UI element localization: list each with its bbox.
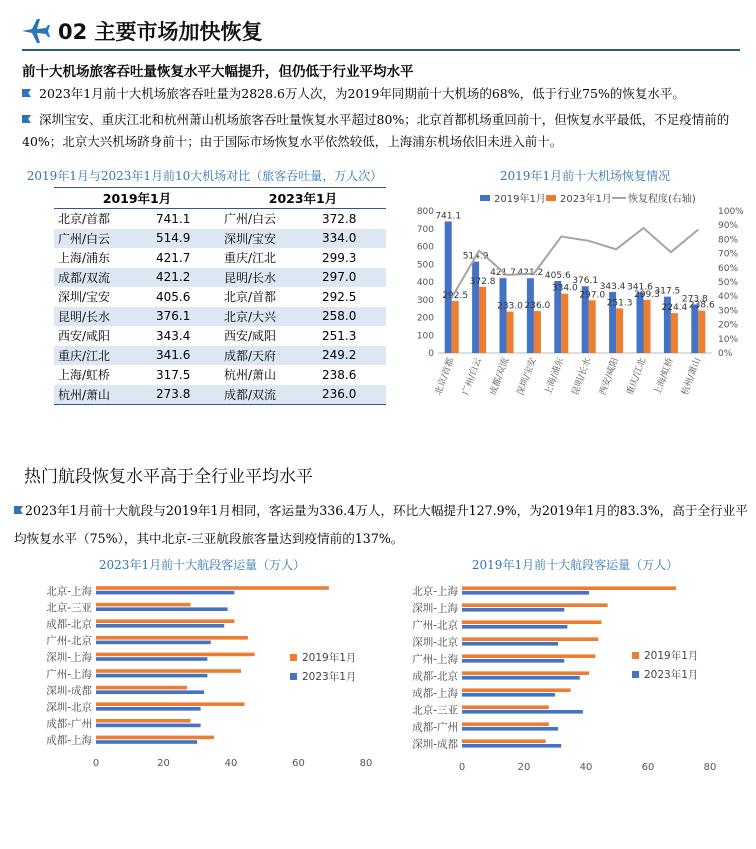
table-row: [54, 385, 386, 405]
bar-2019: [445, 221, 452, 353]
bar-2023: [462, 693, 555, 697]
legend-swatch: [546, 195, 556, 201]
data-label: 236.0: [524, 301, 551, 312]
value-cell: 258.0: [318, 307, 386, 327]
bar-2019: [96, 669, 241, 673]
bar-2019: [96, 586, 329, 590]
bar-2019: [527, 278, 534, 353]
value-cell: 236.0: [318, 385, 386, 405]
table-row: [54, 365, 386, 385]
airport-cell: 成都/双流: [220, 385, 318, 405]
y2-tick-label: 0%: [718, 349, 733, 359]
value-cell: 514.9: [152, 229, 220, 249]
bar-2023: [534, 311, 541, 353]
bullet-text: 2023年1月前十大机场旅客吞吐量为2828.6万人次，为2019年同期前十大机场的68%，低于行业75%的恢复水平。: [39, 86, 685, 101]
bar-2019: [462, 603, 608, 607]
bar-2023: [462, 676, 580, 680]
x-tick-label: 重庆/江北: [625, 356, 649, 397]
flag-icon: [22, 115, 31, 123]
category-label: 成都-广州: [46, 718, 92, 731]
bar-2023: [96, 607, 228, 611]
airport-cell: 杭州/萧山: [224, 368, 277, 383]
table-row: [54, 307, 386, 327]
table-row: [54, 209, 386, 229]
legend-swatch: [632, 671, 639, 678]
airport-cell: 杭州/萧山: [54, 385, 152, 405]
airport-cell: 西安/咸阳: [58, 329, 111, 344]
category-label: 北京-三亚: [412, 704, 458, 717]
airport-cell: 北京/大兴: [220, 307, 318, 327]
bar-2019: [472, 262, 479, 353]
airport-cell: 深圳/宝安: [220, 229, 318, 249]
x-tick-label: 40: [579, 762, 593, 773]
bar-2019: [462, 586, 676, 590]
bar-2019: [462, 654, 595, 658]
bar-2023: [96, 674, 207, 678]
category-label: 深圳-成都: [46, 684, 92, 697]
data-label: 299.3: [634, 289, 660, 300]
category-label: 北京-上海: [46, 585, 92, 598]
bar-2023: [462, 625, 567, 629]
category-label: 北京-上海: [412, 585, 458, 598]
bar-2023: [96, 657, 207, 661]
header-2019: 2019年1月: [54, 188, 220, 209]
y-tick-label: 600: [416, 242, 434, 253]
bar-2023: [507, 312, 514, 353]
airport-table: [54, 187, 386, 405]
x-tick-label: 上海/浦东: [543, 356, 567, 397]
bar-2019: [462, 637, 598, 641]
bar-2019: [462, 705, 549, 709]
legend-label: 2019年1月: [494, 194, 546, 205]
legend-swatch: [290, 673, 297, 680]
bar-2023: [462, 642, 558, 646]
x-tick-label: 杭州/萧山: [680, 356, 704, 397]
bar-2019: [96, 653, 255, 657]
y2-tick-label: 30%: [718, 306, 739, 317]
paragraph-text: 2023年1月前十大航段与2019年1月相同，客运量为336.4万人，环比大幅提升127.9%，为2019年1月的83.3%，高于全行业平均恢复水平（75%），其中北京-三亚航段旅客量达到疫情前的137%。: [14, 503, 748, 546]
data-label: 233.0: [497, 301, 523, 312]
y-tick-label: 800: [416, 207, 434, 217]
airport-cell: 重庆/江北: [224, 251, 277, 266]
bar-2023: [96, 740, 197, 744]
airport-cell: 北京/首都: [58, 212, 111, 227]
data-label: 334.0: [551, 283, 578, 294]
category-label: 广州-上海: [46, 668, 92, 681]
table-row: [54, 346, 386, 366]
bar-2019: [462, 739, 546, 743]
data-label: 421.2: [517, 268, 544, 279]
x-tick-label: 北京/首都: [433, 356, 457, 397]
category-label: 广州-北京: [46, 635, 92, 648]
flag-icon: [22, 89, 31, 97]
x-tick-label: 0: [458, 762, 466, 773]
airport-cell: 广州/白云: [54, 229, 152, 249]
y2-tick-label: 90%: [718, 221, 739, 232]
data-label: 238.6: [688, 300, 715, 311]
x-tick-label: 广州/白云: [461, 356, 484, 397]
bar-2023: [462, 710, 583, 714]
data-label: 341.6: [627, 282, 653, 293]
value-cell: 343.4: [156, 328, 191, 343]
flag-icon: [14, 506, 23, 514]
y-tick-label: 100: [416, 331, 434, 342]
category-label: 深圳-上海: [412, 602, 458, 615]
bar-2019: [462, 671, 589, 675]
value-cell: 251.3: [322, 328, 357, 343]
x-tick-label: 0: [92, 758, 100, 769]
value-cell: 372.8: [322, 211, 357, 226]
table-row: [54, 287, 386, 307]
x-tick-label: 40: [224, 758, 238, 769]
part1-bullet-1: [22, 83, 740, 105]
airport-cell: 西安/咸阳: [224, 329, 277, 344]
bar-2023: [452, 301, 459, 353]
y2-tick-label: 50%: [718, 278, 739, 288]
bar-2023: [96, 707, 201, 711]
value-cell: 421.7: [156, 250, 191, 265]
value-cell: 299.3: [322, 250, 357, 265]
chart3-title: 2019年1月前十大航段客运量（万人）: [471, 558, 679, 572]
category-label: 成都-上海: [46, 734, 92, 747]
legend-label: 2023年1月: [302, 671, 357, 683]
bar-2023: [462, 608, 564, 612]
x-tick-label: 60: [292, 758, 305, 769]
value-cell: 334.0: [318, 229, 386, 249]
table-row: [54, 268, 386, 288]
category-label: 深圳-北京: [412, 636, 458, 649]
header-2023: 2023年1月: [220, 188, 386, 209]
part2-paragraph: [14, 497, 754, 553]
category-label: 深圳-上海: [46, 651, 92, 664]
table-row: [54, 326, 386, 346]
category-label: 深圳-成都: [412, 738, 458, 751]
bar-2019: [96, 702, 245, 706]
data-label: 273.8: [681, 294, 708, 305]
route-2019-chart: [400, 576, 755, 781]
legend-label: 2023年1月: [644, 669, 699, 681]
value-cell: 238.6: [322, 367, 357, 382]
bar-2019: [462, 620, 602, 624]
y-tick-label: 500: [416, 260, 434, 271]
y2-tick-label: 100%: [718, 207, 744, 217]
data-label: 292.5: [442, 291, 469, 302]
data-label: 741.1: [435, 211, 462, 222]
category-label: 北京-三亚: [46, 601, 92, 614]
bullet-text: 深圳宝安、重庆江北和杭州萧山机场旅客吞吐量恢复水平超过80%；北京首都机场重回前十，但恢复水平最低，不足疫情前的40%；北京大兴机场跻身前十；由于国际市场恢复水平依然较低，上海浦东机场依旧未进入前十。: [22, 112, 730, 149]
data-label: 376.1: [572, 276, 599, 287]
category-label: 成都-北京: [46, 618, 92, 631]
data-label: 297.0: [579, 290, 606, 301]
y2-tick-label: 40%: [718, 292, 739, 303]
bar-2023: [96, 641, 211, 645]
value-cell: 405.6: [156, 289, 191, 304]
route-2023-chart: [22, 576, 382, 776]
category-label: 成都-广州: [412, 721, 458, 734]
value-cell: 341.6: [152, 346, 220, 366]
airport-cell: 昆明/长水: [220, 268, 318, 288]
bar-2019: [691, 304, 698, 353]
value-cell: 292.5: [322, 289, 357, 304]
legend-swatch: [632, 652, 639, 659]
x-tick-label: 昆明/长水: [570, 356, 594, 397]
bar-2019: [96, 603, 191, 607]
y-tick-label: 0: [428, 349, 434, 359]
bar-2023: [671, 313, 678, 353]
data-label: 224.4: [661, 303, 688, 314]
value-cell: 421.2: [152, 268, 220, 288]
table-row: [54, 248, 386, 268]
category-label: 成都-上海: [412, 687, 458, 700]
bar-2023: [96, 690, 204, 694]
bar-2019: [96, 619, 234, 623]
legend-label: 2019年1月: [302, 652, 357, 664]
airport-cell: 深圳/宝安: [58, 290, 111, 305]
value-cell: 741.1: [156, 211, 191, 226]
airport-cell: 广州/白云: [224, 212, 277, 227]
value-cell: 297.0: [318, 268, 386, 288]
data-label: 405.6: [544, 271, 571, 282]
part2-heading: 热门航段恢复水平高于全行业平均水平: [24, 467, 313, 487]
bar-2019: [96, 736, 214, 740]
bar-2019: [96, 636, 248, 640]
category-label: 广州-北京: [412, 619, 458, 632]
airport-cell: 成都/天府: [220, 346, 318, 366]
x-tick-label: 20: [157, 758, 170, 769]
bar-2023: [589, 300, 596, 353]
data-label: 251.3: [606, 298, 633, 309]
bar-2023: [479, 287, 486, 353]
value-cell: 376.1: [152, 307, 220, 327]
x-tick-label: 成都/双流: [488, 356, 512, 397]
x-tick-label: 20: [517, 762, 531, 773]
category-label: 深圳-北京: [46, 701, 92, 714]
x-tick-label: 西安/咸阳: [598, 356, 621, 397]
x-tick-label: 深圳/宝安: [515, 356, 539, 397]
y-tick-label: 200: [416, 313, 434, 324]
x-tick-label: 上海/虹桥: [652, 356, 676, 397]
data-label: 317.5: [654, 286, 681, 297]
y2-tick-label: 70%: [718, 249, 739, 260]
legend-label: 恢复程度(右轴): [628, 194, 696, 205]
airport-cell: 昆明/长水: [54, 307, 152, 327]
legend-swatch: [480, 195, 490, 201]
legend-label: 2019年1月: [644, 650, 699, 662]
chart1-title: 2019年1月前十大机场恢复情况: [499, 169, 671, 183]
y2-tick-label: 20%: [718, 320, 739, 331]
chart2-title: 2023年1月前十大航段客运量（万人）: [98, 558, 306, 572]
legend-swatch: [290, 654, 297, 661]
data-label: 372.8: [469, 276, 496, 287]
y2-tick-label: 60%: [718, 263, 739, 274]
table-caption: 2019年1月与2023年1月前10大机场对比（旅客吞吐量，万人次）: [26, 169, 383, 183]
value-cell: 273.8: [152, 385, 220, 405]
airport-cell: 成都/双流: [54, 268, 152, 288]
section-title: 02 主要市场加快恢复: [58, 20, 263, 44]
bar-2023: [462, 744, 561, 748]
part1-bullet-2: [22, 109, 740, 153]
bar-2023: [698, 311, 705, 353]
bar-2023: [462, 727, 558, 731]
y-tick-label: 400: [416, 278, 434, 288]
bar-2023: [462, 591, 589, 595]
data-label: 421.7: [490, 268, 516, 279]
title-rule: [22, 49, 740, 51]
airport-recovery-chart: [412, 183, 748, 411]
category-label: 成都-北京: [412, 670, 458, 683]
airport-cell: 重庆/江北: [54, 346, 152, 366]
bar-2023: [644, 300, 651, 353]
x-tick-label: 80: [703, 762, 717, 773]
bar-2023: [561, 294, 568, 353]
y2-tick-label: 80%: [718, 235, 739, 246]
bar-2019: [500, 278, 507, 353]
x-tick-label: 60: [641, 762, 655, 773]
legend-label: 2023年1月: [560, 194, 612, 205]
y-tick-label: 300: [416, 295, 434, 306]
airport-cell: 上海/浦东: [58, 251, 111, 266]
bar-2019: [96, 719, 191, 723]
part1-heading: 前十大机场旅客吞吐量恢复水平大幅提升，但仍低于行业平均水平: [22, 64, 414, 80]
data-label: 514.9: [462, 251, 489, 262]
data-label: 343.4: [599, 282, 626, 293]
bar-2019: [462, 688, 571, 692]
airport-cell: 上海/虹桥: [58, 368, 111, 383]
y-tick-label: 700: [416, 224, 434, 235]
bar-2023: [462, 659, 564, 663]
plane-icon: [20, 16, 50, 46]
value-cell: 249.2: [318, 346, 386, 366]
category-label: 广州-上海: [412, 653, 458, 666]
x-tick-label: 80: [359, 758, 373, 769]
bar-2019: [96, 686, 187, 690]
value-cell: 317.5: [156, 367, 191, 382]
bar-2023: [96, 591, 234, 595]
table-row: [54, 229, 386, 249]
bar-2023: [96, 624, 224, 628]
y2-tick-label: 10%: [718, 334, 739, 345]
bar-2023: [96, 724, 201, 728]
bar-2023: [616, 308, 623, 353]
bar-2019: [462, 722, 549, 726]
airport-cell: 北京/首都: [224, 290, 277, 305]
bar-2019: [637, 292, 644, 353]
